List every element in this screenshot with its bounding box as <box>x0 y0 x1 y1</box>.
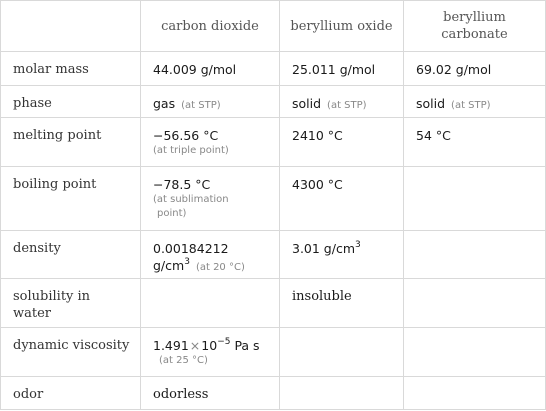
cell-beco3-odor <box>404 377 546 410</box>
density-exponent: 3 <box>184 256 190 267</box>
cell-beo-molar-mass: 25.011 g/mol <box>280 52 404 86</box>
cell-co2-boiling-point <box>141 167 280 231</box>
cell-beo-viscosity <box>280 328 404 377</box>
cell-co2-molar-mass: 44.009 g/mol <box>141 52 280 86</box>
cell-beco3-density <box>404 231 546 279</box>
phase-note: (at STP) <box>327 100 367 111</box>
row-molar-mass <box>1 52 546 86</box>
row-boiling-point <box>1 167 546 231</box>
row-label-phase: phase <box>1 86 141 118</box>
column-header-beryllium-oxide: beryllium oxide <box>280 1 404 52</box>
row-dynamic-viscosity <box>1 328 546 377</box>
solubility-label-line1: solubility in <box>13 289 91 304</box>
cell-beco3-molar-mass: 69.02 g/mol <box>404 52 546 86</box>
phase-note: (at STP) <box>181 100 221 111</box>
density-exponent: 3 <box>355 239 361 250</box>
phase-value: gas <box>153 96 176 111</box>
melting-point-value: −56.56 °C <box>153 128 219 143</box>
cell-beco3-viscosity <box>404 328 546 377</box>
cell-beo-density <box>280 231 404 279</box>
cell-beco3-melting-point: 54 °C <box>404 118 546 167</box>
row-label-molar-mass: molar mass <box>1 52 141 86</box>
boiling-point-note-line2: point) <box>157 208 187 219</box>
density-value: 3.01 g/cm <box>292 241 356 256</box>
row-label-dynamic-viscosity: dynamic viscosity <box>1 328 141 377</box>
row-label-density: density <box>1 231 141 279</box>
cell-beo-phase <box>280 86 404 118</box>
cell-beco3-solubility <box>404 279 546 328</box>
viscosity-exponent: −5 <box>217 336 231 347</box>
cell-co2-solubility <box>141 279 280 328</box>
density-unit: g/cm <box>153 258 185 273</box>
row-label-boiling-point: boiling point <box>1 167 141 231</box>
cell-beo-boiling-point: 4300 °C <box>280 167 404 231</box>
viscosity-note: (at 25 °C) <box>159 355 208 366</box>
viscosity-unit: Pa s <box>230 338 260 353</box>
phase-value: solid <box>416 96 446 111</box>
row-melting-point <box>1 118 546 167</box>
row-phase <box>1 86 546 118</box>
row-density <box>1 231 546 279</box>
melting-point-note: (at triple point) <box>153 145 229 156</box>
row-solubility <box>1 279 546 328</box>
cell-beco3-phase <box>404 86 546 118</box>
cell-co2-melting-point <box>141 118 280 167</box>
boiling-point-note-line1: (at sublimation <box>153 194 229 205</box>
cell-beco3-boiling-point <box>404 167 546 231</box>
times-sign: × <box>189 338 201 353</box>
viscosity-mantissa: 1.491 <box>153 338 189 353</box>
row-label-odor: odor <box>1 377 141 410</box>
row-label-melting-point: melting point <box>1 118 141 167</box>
solubility-label-line2: water <box>13 306 52 321</box>
corner-cell <box>1 1 141 52</box>
viscosity-base: 10 <box>201 338 218 353</box>
row-odor <box>1 377 546 410</box>
cell-beo-solubility: insoluble <box>280 279 404 328</box>
cell-co2-density <box>141 231 280 279</box>
density-value: 0.00184212 <box>153 241 229 256</box>
cell-co2-viscosity <box>141 328 280 377</box>
density-note: (at 20 °C) <box>195 262 245 273</box>
phase-value: solid <box>292 96 322 111</box>
phase-note: (at STP) <box>451 100 491 111</box>
cell-beo-melting-point: 2410 °C <box>280 118 404 167</box>
cell-co2-odor: odorless <box>141 377 280 410</box>
boiling-point-value: −78.5 °C <box>153 177 211 192</box>
cell-beo-odor <box>280 377 404 410</box>
column-header-carbon-dioxide: carbon dioxide <box>141 1 280 52</box>
header-row <box>1 1 546 52</box>
cell-co2-phase <box>141 86 280 118</box>
row-label-solubility <box>1 279 141 328</box>
column-header-beryllium-carbonate: beryllium carbonate <box>404 1 546 52</box>
